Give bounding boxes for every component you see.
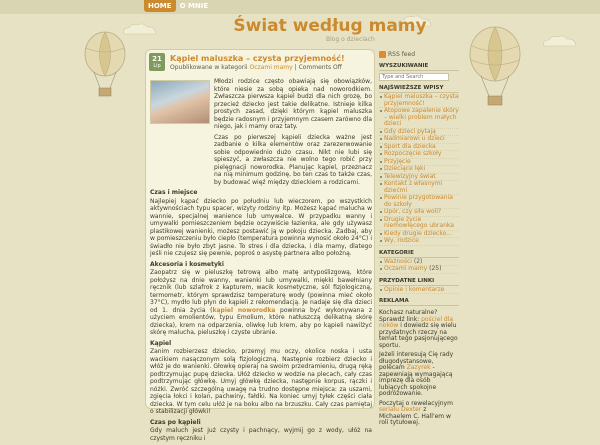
post-text: powinna być wykonywana z użyciem emolientów, typu Emolium, które natłuszczą delikatną skórę dziecka), krem na odparzenia, oliwkę lub krem, aby po kąpieli nawilżyć skórę malucha, pieluszkę i czyste ubranie. [150,306,372,336]
recent-post-link[interactable]: Gdy dzieci pytają [379,129,459,137]
rss-label: RSS feed [388,50,415,58]
post-date-badge [149,53,165,71]
category-item[interactable] [379,266,459,274]
category-link[interactable]: Ważności [384,257,412,265]
category-count: (2) [413,257,423,265]
recent-post-link[interactable]: Kąpiel maluszka – czysta przyjemność! [379,94,459,108]
post-date-month: Lip [153,63,161,69]
recent-post-link[interactable]: Nadmiarowi u dzieci [379,136,459,144]
categories-list [379,259,459,274]
post-category-link[interactable]: Oczami mamy [249,64,293,71]
post-title[interactable]: Kąpiel maluszka – czysta przyjemność! [170,54,345,63]
rss-feed-link[interactable] [379,49,459,59]
rss-icon [379,51,386,58]
recent-post-link[interactable]: Powinie przygotowania do szkoły [379,195,459,209]
recent-post-link[interactable]: Wy, rodzice [379,238,459,246]
ad-text-part: i dowiedz się wielu przydatnych rzeczy na temat tego pasjonującego sportu. [379,322,458,349]
ad-link[interactable]: Zazyrek [406,364,431,371]
recent-post-link[interactable]: Atopowe zapalenie skóry – wielki problem małych dzieci [379,108,459,129]
hot-air-balloon-illustration [80,30,130,100]
post-paragraph: Młodzi rodzice często obawiają się obowiązków, które niesie za sobą opieka nad noworodkiem. Zwłaszcza pierwsza kąpiel budzi dla nich grozę, bo przecież dziecko jest takie delikatne. Istnieje kilka prostych zasad, dzięki którym kąpiel maluszka będzie radosnym i przyjemnym czasem zarówno dla niego, jak i mamy oraz taty. [214,78,372,130]
post-paragraph: Czas po pierwszej kąpieli dziecka ważne jest zadbanie o kilka elementów oraz zarezerwowanie sobie odpowiednio dużo czasu. Nikt nie lubi się spieszyć, a zwłaszcza nie wolno tego robić przy pielęgnacji noworodka. Planując kąpiel, przeznacz na nią minimum godzinę, bo ten czas to także czas, by budować więź między dzieckiem a rodzicami. [214,133,372,186]
category-count: (25) [429,265,442,272]
recent-post-link[interactable]: Telewizyjny świat [379,174,459,182]
categories-heading: KATEGORIE [379,250,459,258]
recent-post-link[interactable]: Dzieciące lęki [379,166,459,174]
post-meta-separator: | [294,64,297,71]
ads-heading: REKLAMA [379,298,459,306]
search-input[interactable] [379,73,449,81]
recent-post-link[interactable]: Drugie życie niemowlęcego ubranka [379,217,459,231]
post-subheading: Akcesoria i kosmetyki [150,260,224,268]
sidebar [379,49,459,430]
main-nav [144,0,212,14]
recent-posts-heading: NAJŚWIEŻSZE WPISY [379,85,459,93]
post-paragraph [150,269,372,337]
recent-post-link[interactable]: Sport dla dziecka [379,144,459,152]
ad-text [379,401,459,427]
nav-about[interactable]: O MNIE [179,2,209,10]
ad-text-part: z Michaelem C. Hall'em w roli tytułowej. [379,406,451,426]
nav-home[interactable]: HOME [144,0,176,12]
ad-text-part: Poczytaj o rewelacyjnym [379,399,453,407]
post-paragraph: Najlepiej kąpać dziecko po południu lub wieczorem, po wszystkich aktywnościach typu spacer, wizyty rodziny itp. Możesz kąpać malucha w wannie, specjalnej wanience lub umywalce. W przypadku wanny i umywalki pomieszczeniem będzie oczywiście łazienka, ale gdy używasz plastikowej wanienki, możesz postawić ją w pokoju dziecka. Zadbaj, aby w pomieszczeniu było ciepło (temperatura powinna wynosić około 24°C) i świadło nie było zbyt jasne. To stres i dla dziecka, i dla mamy, dlatego jeśli nie czujesz się pewnie, poproś o asystę partnera albo położną. [150,197,372,257]
post-paragraph: Zanim rozbierzesz dziecko, przemyj mu oczy, okolice noska i usta wacikiem nasączonym solą fizjologiczną. Następnie rozbierz dziecko i włóż je do wanienki. Głowkę opieraj na swoim przedramieniu, drugą ręką podtrzymując pupę dziecka. Ułóż dziecko w wodzie na plecach, cały czas podtrzymując główkę. Umyj główkę dziecka, następnie korpus, rączki i nóżki. Zwróć szczególną uwagę na trudno dostępne miejsca: za uszami, zgięcia łokci i kolan, pachwiny, fałdki. Na koniec umyj tyłek części ciała dziecka. W tym celu ułóż je na boku albo na brzuszku. Cały czas pamiętaj o stabilizacji główki! [150,348,372,415]
ad-text-part: Kochasz naturalne? Sprawdź link: [379,309,438,323]
recent-post-link[interactable]: Rozpoczęcie szkoły [379,151,459,159]
post-inline-link[interactable]: kąpiel noworodka [212,306,276,314]
top-bar [0,0,600,14]
recent-post-link[interactable]: Upór, czy siła woli? [379,209,459,217]
post-date-day: 21 [152,55,162,63]
post-text: Zaopatrz się w pieluszkę tetrową albo matę antypoślizgową, które położysz na dnie wanny, wanienki lub umywalki, miękki bawełniany ręcznik (lub szlafrok z kapturem, wacik kosmetyczne, sól fizjologiczną, termometr, którym sprawdzisz temperaturę wody (powinna mieć około 37°C), mydło lub płyn do kąpieli z rekomendacją. Je nadaje się dla dzieci od 1. dnia życia ( [150,269,372,314]
ad-link[interactable]: serialu Dexter [379,406,422,413]
hot-air-balloon-illustration [465,26,525,111]
search-heading: WYSZUKIWANIE [379,63,459,71]
post-meta [170,64,342,71]
useful-link[interactable]: Opinie i komentarze [379,287,459,295]
post-subheading: Kąpiel [150,339,172,347]
ad-text-part: Jeżeli interesują Cię rady długodystansowe, polecam [379,351,454,371]
ad-text-part: - zapewniają wymagającą imprezę dla osób lubiących spokojne podróżowanie. [379,364,453,397]
ad-text [379,352,459,398]
useful-links-heading: PRZYDATNE LINKI [379,278,459,286]
ad-text [379,310,459,349]
recent-posts-list [379,94,459,246]
ad-link[interactable]: pościel dla noków [379,315,454,329]
useful-links-list [379,287,459,295]
post-body [150,78,372,445]
site-title[interactable]: Świat według mamy [233,16,427,36]
site-description: Blog o dzieciach [326,36,375,43]
ads-section [379,310,459,427]
recent-post-link[interactable]: Kontakt z własnymi dziećmi [379,181,459,195]
cloud-illustration [540,34,580,48]
recent-post-link[interactable]: Kiedy drugie dziecko... [379,231,459,239]
post-paragraph: Gdy maluch jest już czysty i pachnący, wyjmij go z wody, ułóż na czystym ręczniku i [150,427,372,442]
recent-post-link[interactable]: Przyjęcie [379,159,459,167]
post-comments-status: Comments Off [298,64,342,71]
post-subheading: Czas i miejsce [150,189,198,196]
category-link[interactable]: Oczami mamy [384,265,428,272]
post-subheading: Czas po kąpieli [150,418,201,426]
post-meta-prefix: Opublikowane w kategorii [170,64,248,71]
post-container [145,49,375,442]
